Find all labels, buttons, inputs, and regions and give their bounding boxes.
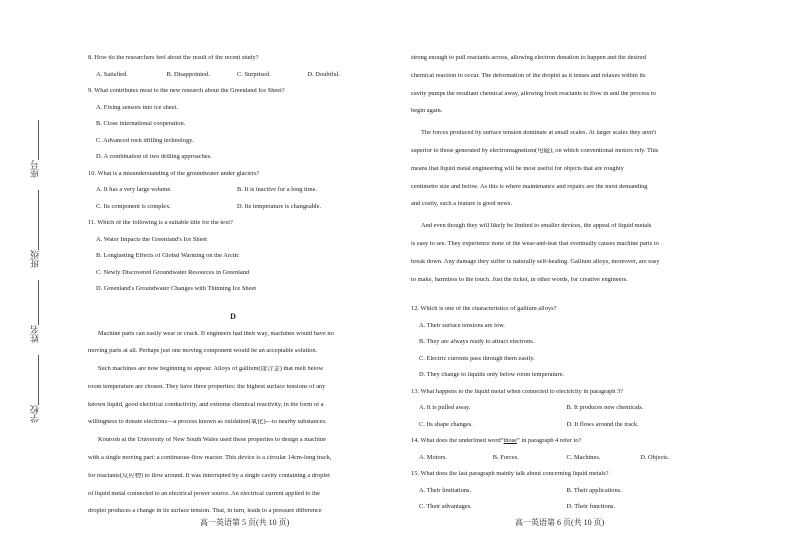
- option-c: C. Its shape changes.: [419, 420, 473, 428]
- option-b: B. Their applications.: [566, 486, 622, 494]
- seat-line-lower: [38, 190, 39, 250]
- passage-line: Machine parts can easily wear or crack. If engineers had their way, machines would have no: [98, 330, 334, 337]
- passage-line: is easy to see. They experience none of the wear-and-tear that eventually causes machine parts to: [411, 240, 659, 247]
- question-8-stem: 8. How do the researchers feel about the result of the recent study?: [88, 55, 259, 61]
- question-13-stem: 13. What happens to the liquid metal when connected to electricity in paragraph 3?: [411, 388, 624, 395]
- question-9-stem: 9. What contributes most to the new research about the Greenland Ice Sheet?: [88, 88, 285, 94]
- question-13-options-cd: [411, 422, 714, 439]
- option-d: D. Doubtful.: [307, 70, 340, 78]
- question-15-stem: 15. What does the last paragraph mainly talk about concerning liquid metals?: [411, 471, 609, 478]
- option-c: C. Surprised.: [237, 70, 271, 78]
- passage-line: cavity pumps the resultant chemical away, allowing fresh reactants to flow in and the process to: [411, 90, 656, 97]
- option-c: C. Newly Discovered Groundwater Resources in Greenland: [96, 269, 250, 276]
- question-14-stem-before: 14. What does the underlined word“: [411, 438, 504, 445]
- passage-line: willingness to donate electrons—a process known as oxidation(氧化)—to nearby substances.: [88, 419, 327, 426]
- option-b: B. Close international cooperation.: [96, 121, 186, 127]
- passage-line: Such machines are now beginning to appear. Alloys of gallium(镓合金) that melt below: [98, 366, 324, 373]
- passage-line: for reactants(反应物) to flow around. It was interrupted by a single cavity containing a droplet: [88, 472, 330, 479]
- option-d: D. They change to liquids only below room temperature.: [419, 372, 565, 379]
- left-column: [88, 55, 378, 526]
- option-a: A. Motors.: [419, 453, 447, 461]
- passage-line: centimetre size and below. As this is where maintenance and repairs are the most demanding: [411, 183, 648, 190]
- option-a: A. Fixing sensors into ice sheet.: [96, 104, 178, 111]
- option-b: B. Disappointed.: [166, 70, 210, 78]
- option-b: B. Forces.: [492, 453, 519, 461]
- passage-line: break down. Any damage they suffer is naturally self-healing. Gallium alloys, moreover, are easy: [411, 258, 660, 265]
- name-label: 姓名: [30, 325, 40, 343]
- option-c: C. Machines.: [566, 453, 601, 461]
- option-c: C. Electric currents pass through them easily.: [419, 355, 535, 362]
- question-12-stem: 12. Which is one of the characteristics of gallium alloys?: [411, 306, 557, 313]
- right-column: [411, 55, 714, 521]
- option-a: A. Their limitations.: [419, 486, 472, 494]
- class-line: [38, 280, 39, 325]
- option-c: C. Their advantages.: [419, 503, 472, 511]
- binding-margin: [0, 0, 60, 558]
- passage-line: The forces produced by surface tension dominate at small scales. At larger scales they aren't: [421, 130, 657, 137]
- passage-line: with a single moving part: a continuous-flow reactor. This device is a circular 14cm-long track,: [88, 455, 332, 462]
- option-a: A. Water Impacts the Greenland's Ice Sheet: [96, 236, 208, 243]
- passage-line: chemical reaction to occur. The deformation of the droplet as it tenses and relaxes within its: [411, 72, 646, 79]
- option-a: A. It has a very large volume.: [96, 186, 172, 193]
- passage-line: to make, harmless to the touch. Just the ticket, in other words, for creative engineers.: [411, 276, 628, 283]
- option-a: A. Their surface tensions are low.: [419, 322, 505, 329]
- page-footer-left: 高一英语第 5 页(共 10 页): [200, 518, 290, 527]
- question-8-options: [88, 72, 378, 89]
- question-10-options-ab: [88, 187, 378, 204]
- name-line: [38, 355, 39, 405]
- passage-line: strong enough to pull reactants across, allowing electron donation to happen and the desired: [411, 55, 646, 61]
- option-b: B. It produces new chemicals.: [566, 404, 644, 412]
- option-b: B. Longlasting Effects of Global Warming on the Arctic: [96, 253, 240, 259]
- page-footer-right: 高一英语第 6 页(共 10 页): [515, 518, 605, 527]
- question-15-options-ab: [411, 488, 714, 505]
- option-d: D. It flows around the track.: [566, 420, 639, 428]
- passage-line: room temperature are chosen. They have three properties: the highest surface tensions of any: [88, 383, 326, 390]
- passage-line: And even though they will likely be limited to smaller devices, the appeal of liquid metals: [421, 223, 652, 230]
- passage-line: superior to those generated by electromagnetism(电磁), on which conventional motors rely. This: [411, 147, 659, 154]
- passage-line: Kourosh at the University of New South Wales used these properties to design a machine: [98, 437, 326, 444]
- passage-line: of liquid metal connected to an electrical power source. An electrical current applied to the: [88, 490, 320, 497]
- question-14-options: [411, 455, 714, 472]
- underlined-word: those: [503, 438, 518, 445]
- question-13-options-ab: [411, 405, 714, 422]
- option-d: D. Objects.: [640, 453, 670, 461]
- option-a: A. Satisfied.: [96, 70, 128, 78]
- option-d: D. Their functions.: [566, 503, 616, 511]
- question-11-stem: 11. Which of the following is a suitable title for the text?: [88, 220, 233, 226]
- passage-line: droplet produces a change in its surface tension. That, in turn, leads to a pressure difference: [88, 508, 322, 515]
- option-d: D. Greenland's Groundwater Changes with Thinning Ice Sheet: [96, 286, 257, 292]
- option-d: D. Its temperature is changeable.: [237, 202, 322, 210]
- passage-line: means that liquid metal engineering will be most useful for objects that are roughly: [411, 165, 624, 172]
- passage-line: begin again.: [411, 108, 443, 115]
- option-c: C. Its component is complex.: [96, 202, 171, 210]
- question-10-options-cd: [88, 204, 378, 221]
- seat-label: 座号: [30, 160, 40, 178]
- school-label: 学校: [30, 405, 40, 423]
- passage-line: moving parts at all. Perhaps just one moving component would be an acceptable solution.: [88, 348, 318, 355]
- seat-line: [38, 120, 39, 160]
- passage-line: known liquid, good electrical conductivity, and extreme chemical reactivity, in the form of a: [88, 401, 324, 408]
- section-heading: D: [230, 311, 236, 321]
- question-10-stem: 10. What is a misunderstanding of the groundwater under glaciers?: [88, 170, 260, 177]
- question-14-stem-after: ” in paragraph 4 refer to?: [517, 438, 582, 445]
- option-a: A. It is pulled away.: [419, 404, 471, 412]
- passage-line: and costly, such a feature is good news.: [411, 201, 512, 208]
- class-label: 班级: [30, 250, 40, 268]
- question-14-stem: [411, 438, 714, 455]
- option-c: C. Advanced rock drilling technology.: [96, 137, 194, 144]
- option-b: B. They are always ready to attract electrons.: [419, 339, 535, 346]
- option-d: D. A combination of two drilling approaches.: [96, 154, 212, 160]
- option-b: B. It is inactive for a long time.: [237, 186, 318, 193]
